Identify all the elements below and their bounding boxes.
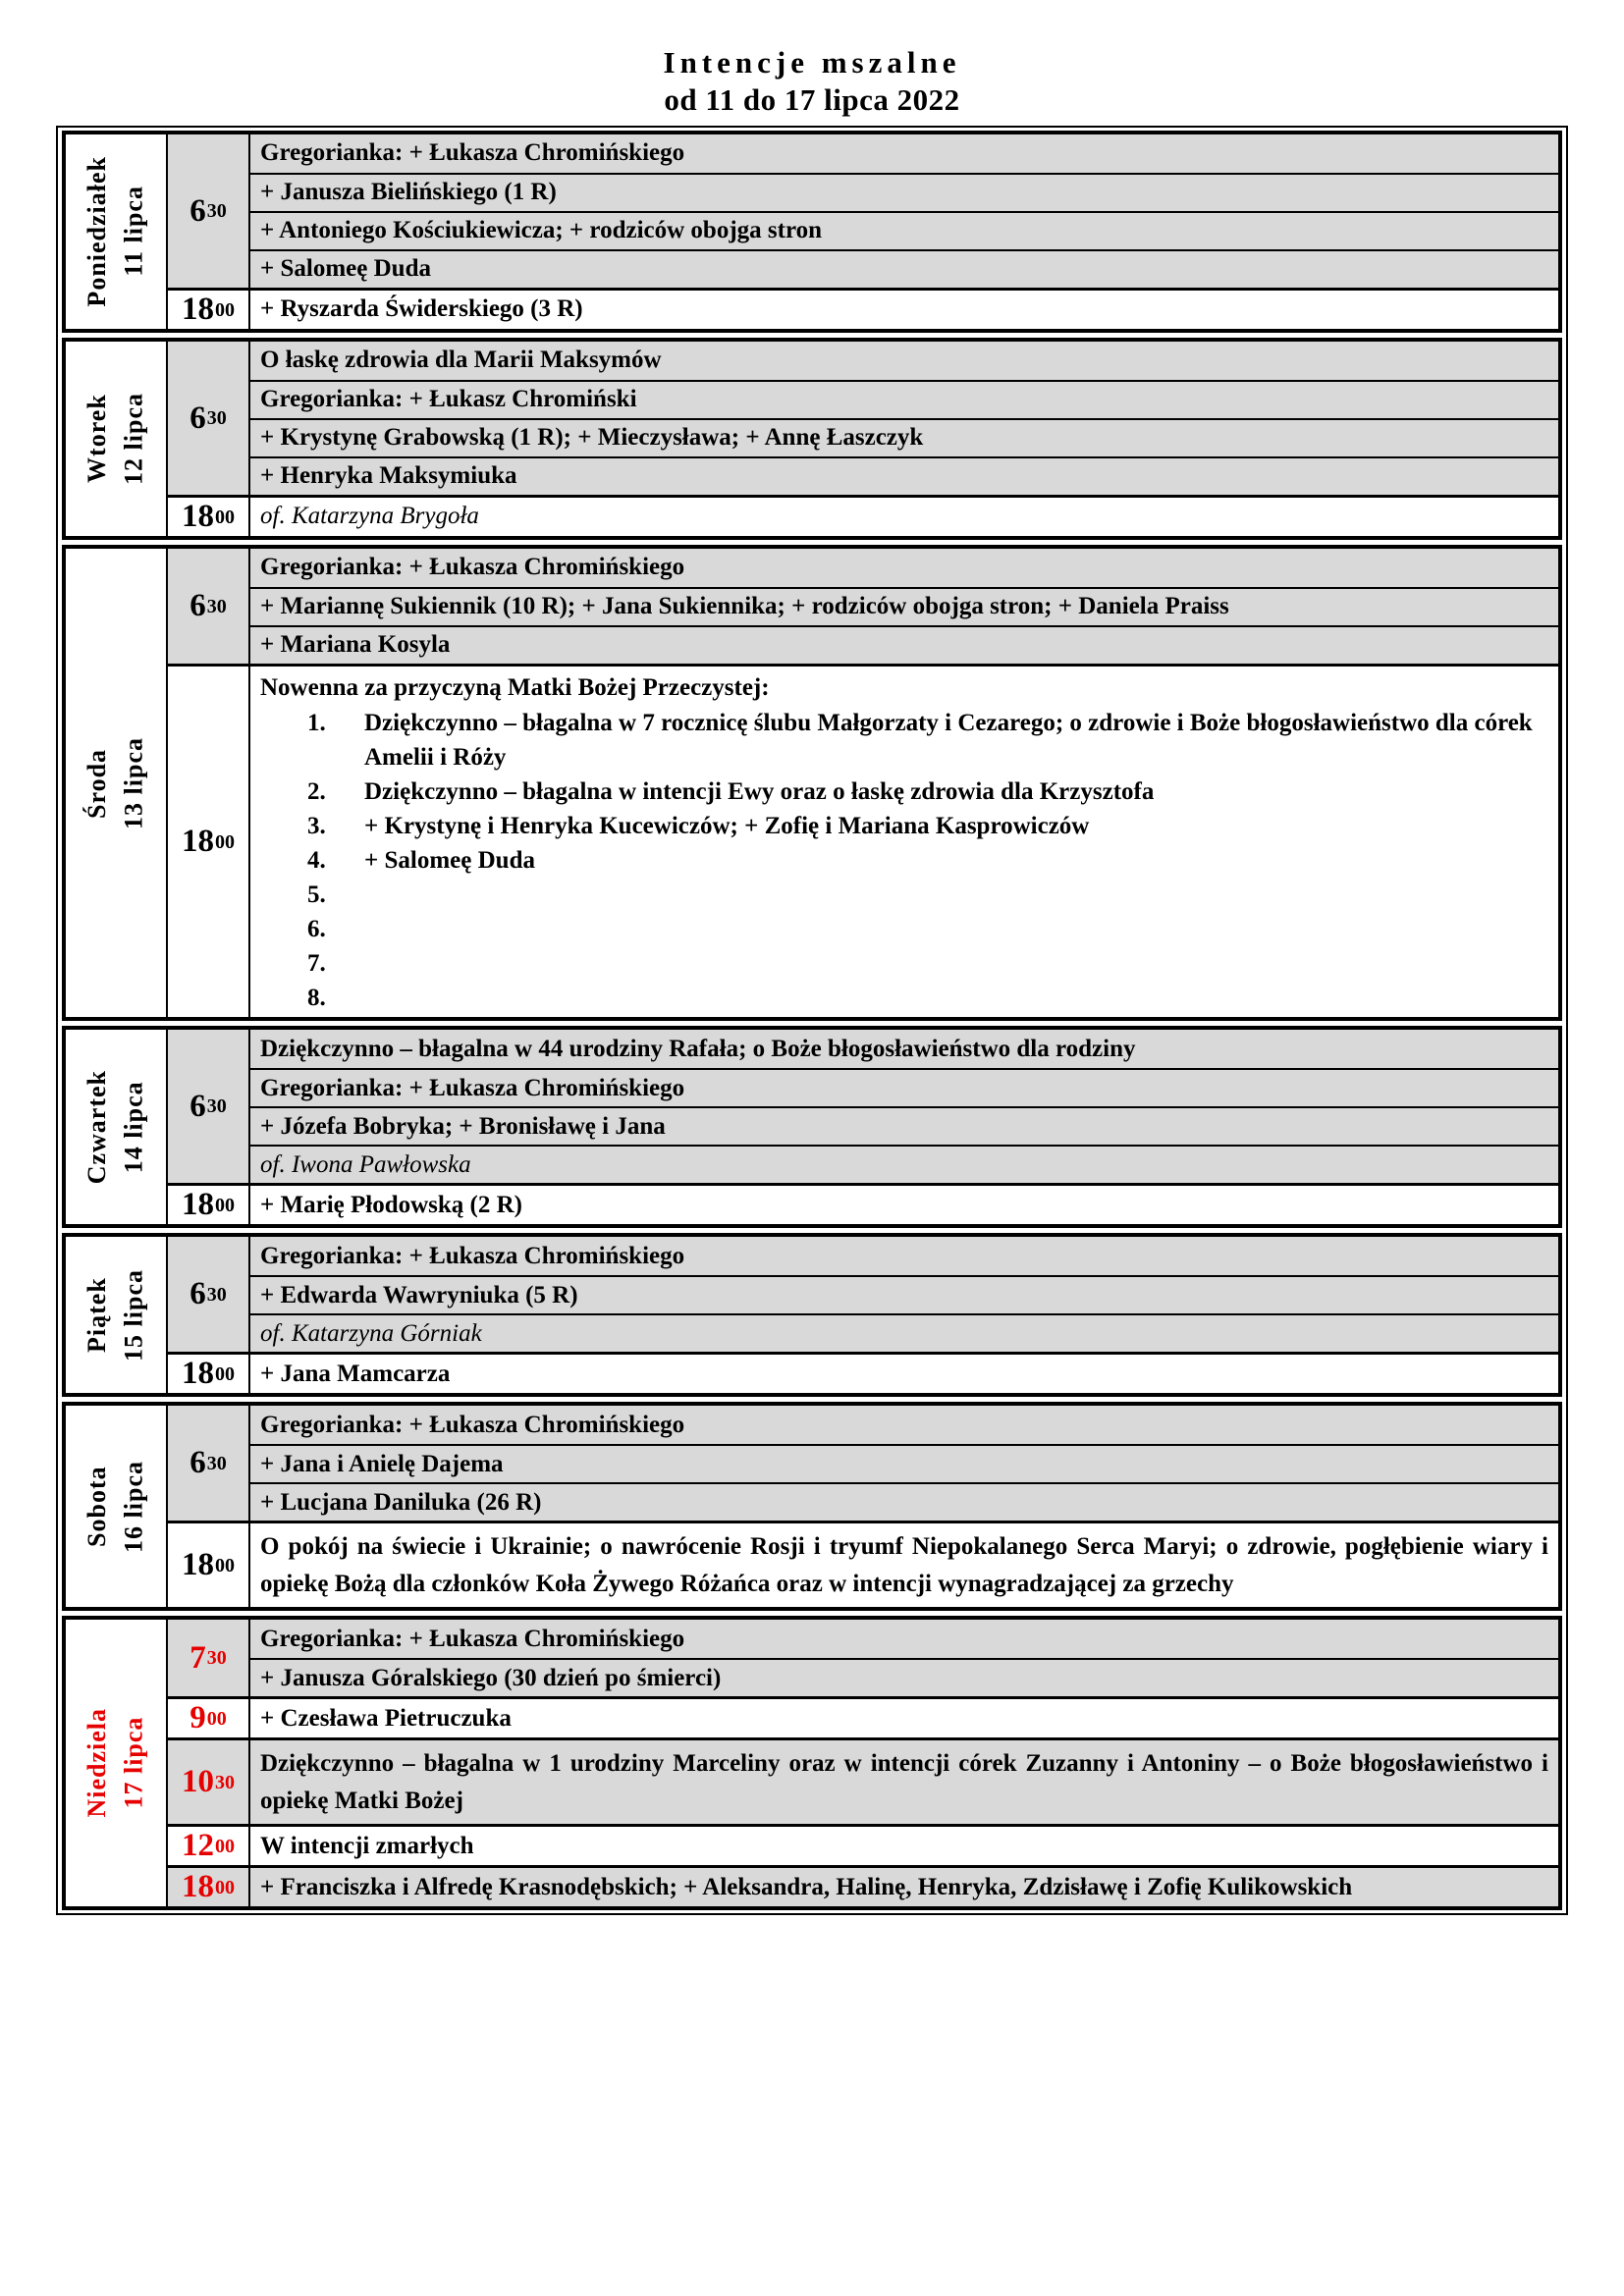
mass-slot-900 — [168, 1696, 1558, 1737]
mass-slot-630 — [168, 1237, 1558, 1352]
intention-rows — [250, 1186, 1558, 1224]
intention-row: + Janusza Góralskiego (30 dzień po śmierci) — [250, 1658, 1558, 1696]
day-block-poniedzialek — [62, 131, 1562, 333]
day-label-cell — [66, 342, 168, 536]
day-name: Piątek — [82, 1277, 112, 1354]
novena-item — [307, 706, 1548, 774]
time-label: 18 00 — [168, 291, 250, 329]
intention-row: + Henryka Maksymiuka — [250, 456, 1558, 495]
day-date: 11 lipca — [120, 186, 148, 278]
day-name: Wtorek — [82, 394, 112, 484]
intention-rows — [250, 1030, 1558, 1183]
novena-item-number: 3. — [307, 813, 326, 840]
time-label: 6 30 — [168, 134, 250, 288]
intention-rows — [250, 291, 1558, 329]
intention-row: of. Katarzyna Brygoła — [260, 503, 479, 530]
intention-rows — [250, 549, 1558, 664]
time-label: 12 00 — [168, 1827, 250, 1865]
intention-rows — [250, 498, 1558, 536]
intention-row: Gregorianka: + Łukasza Chromińskiego — [260, 554, 685, 581]
intention-row: + Jana i Anielę Dajema — [250, 1444, 1558, 1482]
mass-slot-1800 — [168, 1183, 1558, 1224]
time-label: 6 30 — [168, 1406, 250, 1521]
day-slots — [168, 342, 1558, 536]
intention-row: W intencji zmarłych — [260, 1832, 474, 1859]
day-date: 12 lipca — [120, 393, 148, 485]
day-label — [79, 156, 152, 307]
intention-rows — [250, 1868, 1558, 1906]
day-block-sobota — [62, 1402, 1562, 1611]
novena-item-number: 1. — [307, 710, 326, 737]
intention-rows — [250, 667, 1558, 1017]
intention-row: of. Iwona Pawłowska — [250, 1145, 1558, 1183]
day-date: 13 lipca — [120, 736, 148, 829]
day-date: 14 lipca — [120, 1081, 148, 1174]
day-block-piatek — [62, 1233, 1562, 1397]
intention-row: + Marię Płodowską (2 R) — [260, 1191, 522, 1218]
intention-row: Gregorianka: + Łukasza Chromińskiego — [260, 1411, 685, 1438]
time-label: 18 00 — [168, 1186, 250, 1224]
day-slots — [168, 1620, 1558, 1906]
intention-rows — [250, 1355, 1558, 1393]
time-label: 18 00 — [168, 498, 250, 536]
intention-rows — [250, 1699, 1558, 1737]
day-slots — [168, 1237, 1558, 1393]
intention-row: Gregorianka: + Łukasz Chromiński — [250, 380, 1558, 418]
intention-row: Gregorianka: + Łukasza Chromińskiego — [260, 139, 685, 167]
novena-item-text — [364, 878, 1548, 912]
novena-item — [307, 809, 1548, 843]
time-label: 18 00 — [168, 1523, 250, 1607]
intention-row: Gregorianka: + Łukasza Chromińskiego — [250, 1068, 1558, 1106]
intention-rows — [250, 1827, 1558, 1865]
schedule-table — [56, 126, 1568, 1915]
day-slots — [168, 134, 1558, 329]
mass-slot-630 — [168, 1406, 1558, 1521]
intention-row: + Mariannę Sukiennik (10 R); + Jana Sukiennika; + rodziców obojga stron; + Daniela Praiss — [250, 587, 1558, 625]
novena-item-text: + Krystynę i Henryka Kucewiczów; + Zofię i Mariana Kasprowiczów — [364, 813, 1090, 840]
intention-rows — [250, 1620, 1558, 1696]
intention-row: + Jana Mamcarza — [260, 1360, 451, 1387]
novena-item-text: Dziękczynno – błagalna w 7 rocznicę ślubu Małgorzaty i Cezarego; o zdrowie i Boże błogosławieństwo dla córek Amelii i Róży — [364, 710, 1533, 772]
day-label — [79, 393, 152, 485]
day-label-cell — [66, 549, 168, 1017]
time-label: 6 30 — [168, 1237, 250, 1352]
mass-slot-1200 — [168, 1824, 1558, 1865]
intention-row: + Józefa Bobryka; + Bronisławę i Jana — [250, 1106, 1558, 1145]
intention-row: Gregorianka: + Łukasza Chromińskiego — [260, 1242, 685, 1269]
day-name: Niedziela — [82, 1708, 112, 1819]
mass-slot-630 — [168, 1030, 1558, 1183]
intention-row: + Edwarda Wawryniuka (5 R) — [250, 1275, 1558, 1313]
day-label — [79, 737, 152, 829]
page-title-line2: od 11 do 17 lipca 2022 — [664, 82, 960, 117]
intention-rows — [250, 134, 1558, 288]
day-block-wtorek — [62, 338, 1562, 540]
intention-row: O pokój na świecie i Ukrainie; o nawrócenie Rosji i tryumf Niepokalanego Serca Maryi; o zdrowie, pogłębienie wiary i opiekę Bożą dla członków Koła Żywego Różańca oraz w intencji wynagradzającej za grzechy — [260, 1533, 1548, 1597]
day-date: 17 lipca — [120, 1717, 148, 1810]
intention-rows — [250, 1523, 1558, 1607]
intention-rows — [250, 1406, 1558, 1521]
mass-slot-1800 — [168, 495, 1558, 536]
mass-slot-1800 — [168, 1352, 1558, 1393]
day-slots — [168, 1030, 1558, 1224]
day-label-cell — [66, 1406, 168, 1607]
day-block-sroda — [62, 545, 1562, 1021]
time-label: 18 00 — [168, 1355, 250, 1393]
novena-item — [307, 843, 1548, 878]
time-label: 6 30 — [168, 1030, 250, 1183]
novena-item-text: + Salomeę Duda — [364, 847, 535, 875]
mass-slot-1800 — [168, 664, 1558, 1017]
intention-row: + Czesława Pietruczuka — [260, 1704, 512, 1732]
intention-row: + Antoniego Kościukiewicza; + rodziców obojga stron — [250, 211, 1558, 249]
intention-row: of. Katarzyna Górniak — [250, 1313, 1558, 1352]
day-label — [79, 1708, 152, 1818]
day-name: Środa — [82, 748, 112, 819]
day-label-cell — [66, 134, 168, 329]
novena-item-number: 7. — [307, 950, 326, 978]
mass-slot-630 — [168, 549, 1558, 664]
time-label: 6 30 — [168, 549, 250, 664]
novena-item — [307, 878, 1548, 912]
day-name: Czwartek — [82, 1070, 112, 1185]
novena-item-text — [364, 981, 1548, 1015]
day-date: 15 lipca — [120, 1268, 148, 1362]
intention-row: + Janusza Bielińskiego (1 R) — [250, 173, 1558, 211]
mass-slot-1030 — [168, 1737, 1558, 1824]
intention-row: Dziękczynno – błagalna w 44 urodziny Rafała; o Boże błogosławieństwo dla rodziny — [260, 1035, 1136, 1062]
day-label-cell — [66, 1620, 168, 1906]
day-label — [79, 1461, 152, 1553]
mass-slot-730 — [168, 1620, 1558, 1696]
mass-slot-630 — [168, 134, 1558, 288]
day-label — [79, 1269, 152, 1362]
page-title-line1: Intencje mszalne — [663, 45, 961, 80]
intention-row: + Krystynę Grabowską (1 R); + Mieczysława; + Annę Łaszczyk — [250, 418, 1558, 456]
time-label: 7 30 — [168, 1620, 250, 1696]
novena-item-number: 4. — [307, 847, 326, 875]
day-slots — [168, 1406, 1558, 1607]
novena-item-number: 8. — [307, 985, 326, 1012]
novena-item-number: 2. — [307, 778, 326, 806]
intention-row: O łaskę zdrowia dla Marii Maksymów — [260, 347, 662, 374]
novena-item — [307, 981, 1548, 1015]
day-date: 16 lipca — [120, 1460, 148, 1553]
day-slots — [168, 549, 1558, 1017]
day-label — [79, 1070, 152, 1184]
novena-item-text — [364, 912, 1548, 946]
novena-item — [307, 912, 1548, 946]
mass-slot-1800 — [168, 1865, 1558, 1906]
day-name: Poniedziałek — [82, 156, 112, 307]
novena-item — [307, 946, 1548, 981]
intention-rows — [250, 342, 1558, 495]
time-label: 18 00 — [168, 1868, 250, 1906]
time-label: 6 30 — [168, 342, 250, 495]
novena-block — [250, 667, 1558, 1017]
time-label: 18 00 — [168, 667, 250, 1017]
mass-slot-1800 — [168, 1521, 1558, 1607]
mass-slot-630 — [168, 342, 1558, 495]
novena-item-text — [364, 946, 1548, 981]
day-label-cell — [66, 1030, 168, 1224]
day-block-niedziela — [62, 1616, 1562, 1910]
novena-header: Nowenna za przyczyną Matki Bożej Przeczystej: — [260, 674, 770, 701]
novena-item — [307, 774, 1548, 809]
mass-slot-1800 — [168, 288, 1558, 329]
intention-row: + Ryszarda Świderskiego (3 R) — [260, 295, 583, 323]
intention-row: + Salomeę Duda — [250, 249, 1558, 288]
intention-row: + Lucjana Daniluka (26 R) — [250, 1482, 1558, 1521]
day-block-czwartek — [62, 1026, 1562, 1228]
novena-item-number: 5. — [307, 881, 326, 909]
intention-row: + Franciszka i Alfredę Krasnodębskich; + Aleksandra, Halinę, Henryka, Zdzisławę i Zofię Kulikowskich — [260, 1873, 1353, 1900]
day-name: Sobota — [82, 1466, 112, 1548]
intention-rows — [250, 1740, 1558, 1824]
day-label-cell — [66, 1237, 168, 1393]
novena-item-text: Dziękczynno – błagalna w intencji Ewy oraz o łaskę zdrowia dla Krzysztofa — [364, 778, 1155, 806]
intention-row: Dziękczynno – błagalna w 1 urodziny Marceliny oraz w intencji córek Zuzanny i Antoniny – o Boże błogosławieństwo i opiekę Matki Bożej — [260, 1750, 1548, 1814]
intention-row: Gregorianka: + Łukasza Chromińskiego — [260, 1625, 685, 1652]
intention-rows — [250, 1237, 1558, 1352]
time-label: 9 00 — [168, 1699, 250, 1737]
novena-item-number: 6. — [307, 916, 326, 943]
page-title — [0, 0, 1624, 118]
time-label: 10 30 — [168, 1740, 250, 1824]
intention-row: + Mariana Kosyla — [250, 625, 1558, 664]
